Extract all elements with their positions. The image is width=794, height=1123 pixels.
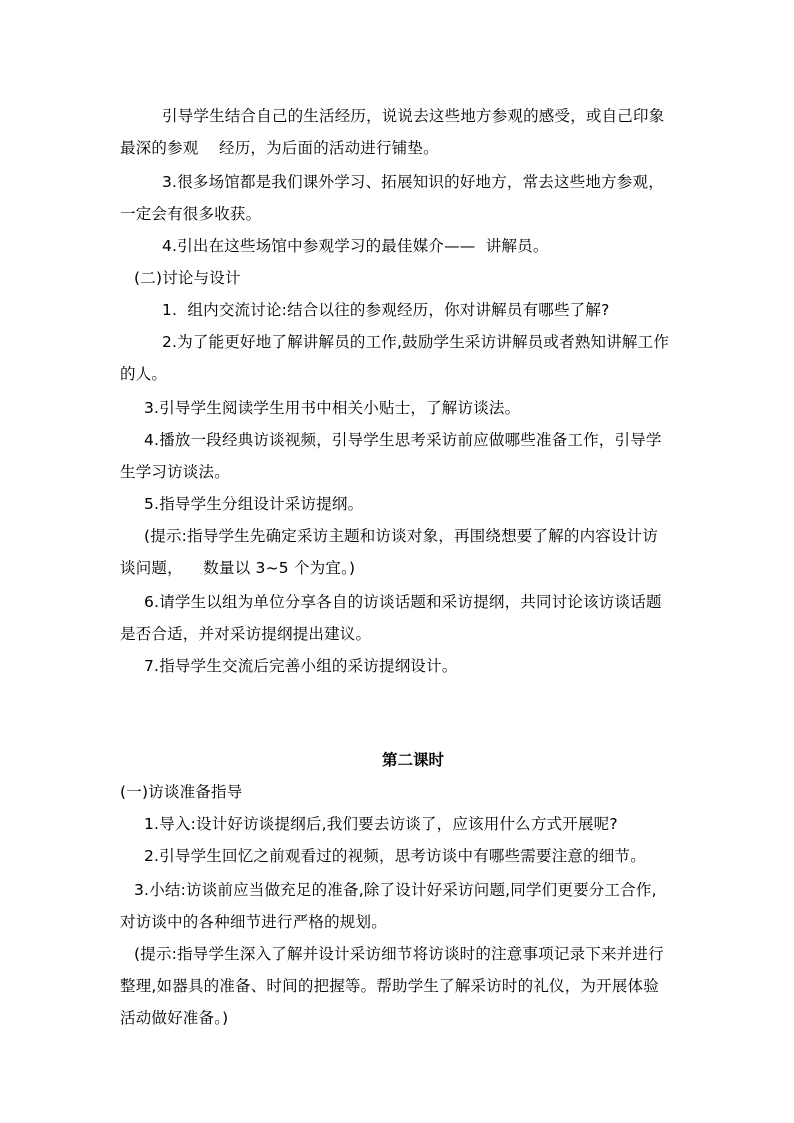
paragraph-line: 3.引导学生阅读学生用书中相关小贴士，了解访谈法。 <box>144 399 521 417</box>
paragraph-line: 是否合适，并对采访提纲提出建议。 <box>120 625 372 643</box>
paragraph-line: 整理,如器具的准备、时间的把握等。帮助学生了解采访时的礼仪，为开展体验 <box>120 977 659 995</box>
paragraph-line: 4.播放一段经典访谈视频，引导学生思考采访前应做哪些准备工作，引导学 <box>144 431 662 449</box>
paragraph-line: (提示:指导学生深入了解并设计采访细节将访谈时的注意事项记录下来并进行 <box>134 945 664 963</box>
paragraph-line: 7.指导学生交流后完善小组的采访提纲设计。 <box>144 657 458 675</box>
paragraph-line: 对访谈中的各种细节进行严格的规划。 <box>120 913 387 931</box>
paragraph-line: 的人。 <box>120 365 168 383</box>
paragraph-line: 3.小结:访谈前应当做充足的准备,除了设计好采访问题,同学们更要分工合作, <box>134 881 657 899</box>
paragraph-line: 最深的参观 经历，为后面的活动进行铺垫。 <box>120 139 439 157</box>
paragraph-line: 谈问题， 数量以 3~5 个为宜。) <box>120 559 356 577</box>
paragraph-line: 2.引导学生回忆之前观看过的视频，思考访谈中有哪些需要注意的细节。 <box>144 847 646 865</box>
section-subheading: (一)访谈准备指导 <box>120 783 243 801</box>
section-subheading: (二)讨论与设计 <box>134 269 241 287</box>
paragraph-line: 6.请学生以组为单位分享各自的访谈话题和采访提纲，共同讨论该访谈话题 <box>144 593 662 611</box>
paragraph-line: 1.导入:设计好访谈提纲后,我们要去访谈了，应该用什么方式开展呢? <box>144 815 618 833</box>
paragraph-line: 4.引出在这些场馆中参观学习的最佳媒介—— 讲解员。 <box>162 237 549 255</box>
paragraph-line: 3.很多场馆都是我们课外学习、拓展知识的好地方，常去这些地方参观， <box>162 173 664 191</box>
paragraph-line: 一定会有很多收获。 <box>120 205 262 223</box>
paragraph-line: 5.指导学生分组设计采访提纲。 <box>144 495 364 513</box>
paragraph-line: 1. 组内交流讨论:结合以往的参观经历，你对讲解员有哪些了解? <box>162 301 610 319</box>
paragraph-line: 活动做好准备。) <box>120 1009 229 1027</box>
paragraph-line: (提示:指导学生先确定采访主题和访谈对象，再围绕想要了解的内容设计访 <box>144 527 659 545</box>
paragraph-line: 2.为了能更好地了解讲解员的工作,鼓励学生采访讲解员或者熟知讲解工作 <box>162 333 670 351</box>
paragraph-line: 引导学生结合自己的生活经历，说说去这些地方参观的感受，或自己印象 <box>162 107 665 125</box>
lesson-title: 第二课时 <box>382 751 445 769</box>
paragraph-line: 生学习访谈法。 <box>120 463 230 481</box>
